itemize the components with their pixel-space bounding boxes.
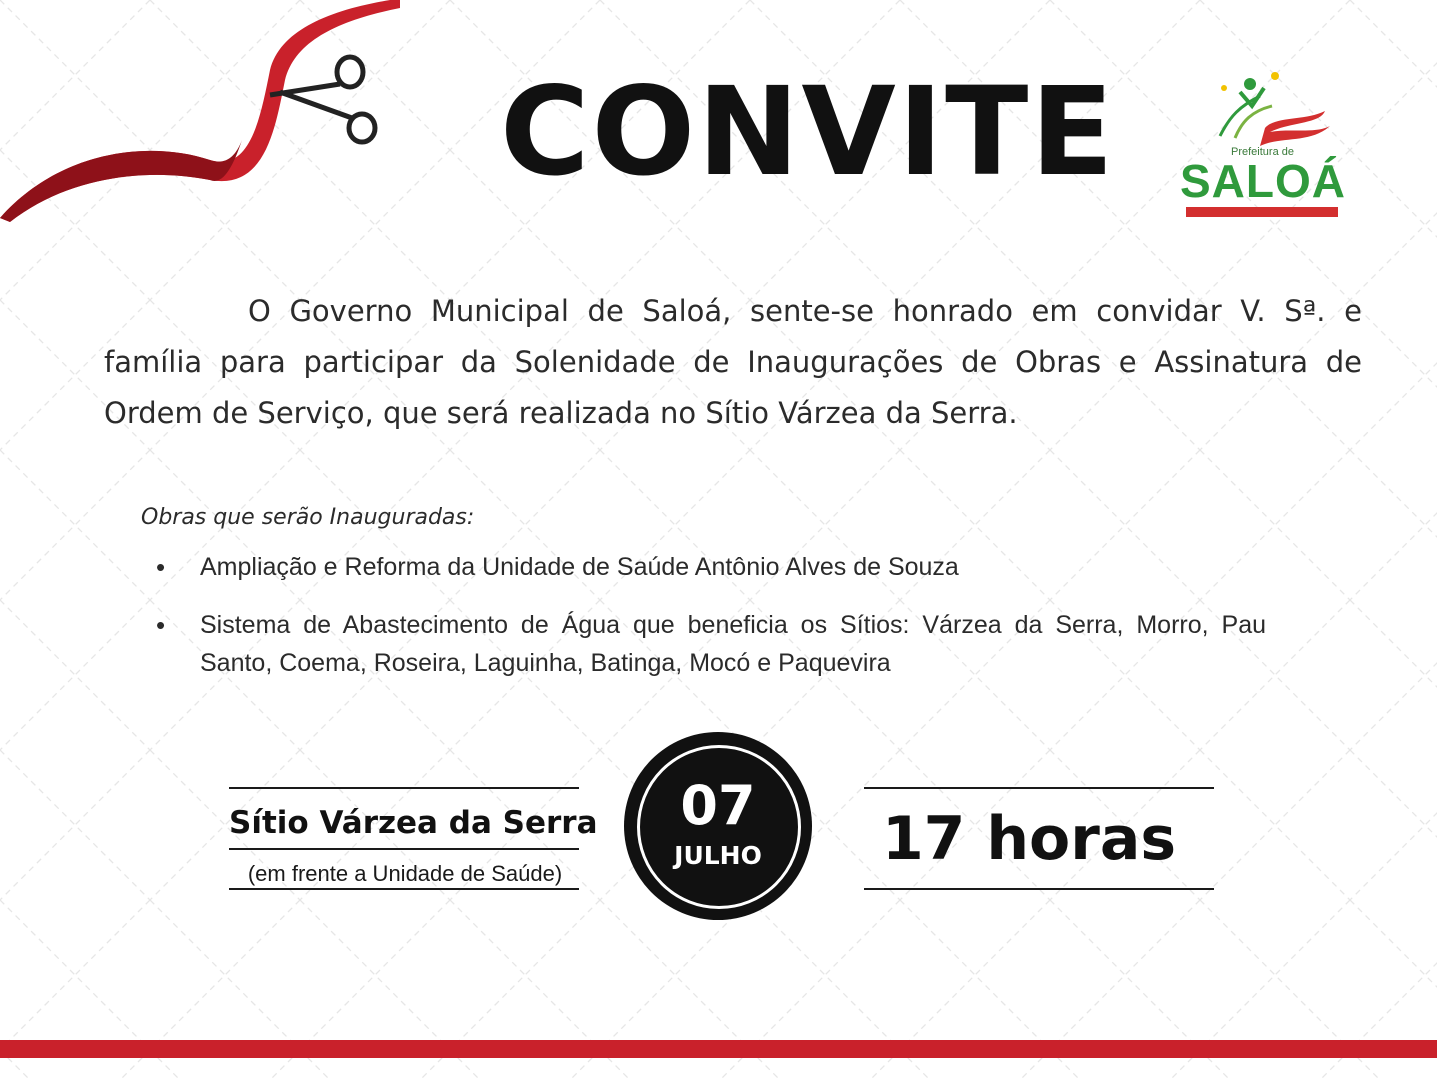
ribbon-scissors-icon: [0, 0, 400, 230]
list-item-text: Ampliação e Reforma da Unidade de Saúde Antônio Alves de Souza: [200, 553, 959, 581]
logo-bar: [1186, 207, 1338, 217]
invitation-text: O Governo Municipal de Saloá, sente-se honrado em convidar V. Sª. e família para participar da Solenidade de Inaugurações de Obras e Assinatura de Ordem de Serviço, que será realizada no Sítio Várzea da Serra.: [104, 294, 1362, 430]
footer-band: [0, 1040, 1437, 1058]
logo-small-text: Prefeitura de: [1231, 146, 1294, 158]
saloa-logo: [1180, 66, 1345, 221]
divider-line: [229, 848, 579, 850]
list-item: [150, 606, 1266, 682]
saloa-logo-icon: [1180, 66, 1345, 156]
divider-line: [229, 888, 579, 890]
date-badge: [624, 732, 812, 920]
date-day: 07: [680, 774, 756, 837]
divider-line: [864, 787, 1214, 789]
bullet-icon: •: [156, 610, 166, 640]
event-time: 17 horas: [881, 804, 1177, 874]
venue-name: Sítio Várzea da Serra: [229, 805, 598, 841]
page-title: CONVITE: [500, 61, 1116, 203]
list-item: [150, 548, 1266, 586]
works-list: [150, 548, 1266, 702]
list-item-text: Sistema de Abastecimento de Água que beneficia os Sítios: Várzea da Serra, Morro, Pau Santo, Coema, Roseira, Laguinha, Batinga, Mocó e Paquevira: [200, 611, 1266, 677]
works-heading: Obras que serão Inauguradas:: [141, 505, 475, 530]
bullet-icon: •: [156, 552, 166, 582]
venue-note: (em frente a Unidade de Saúde): [247, 861, 563, 886]
divider-line: [864, 888, 1214, 890]
date-month: JULHO: [674, 841, 762, 870]
logo-name: SALOÁ: [1180, 155, 1346, 207]
divider-line: [229, 787, 579, 789]
